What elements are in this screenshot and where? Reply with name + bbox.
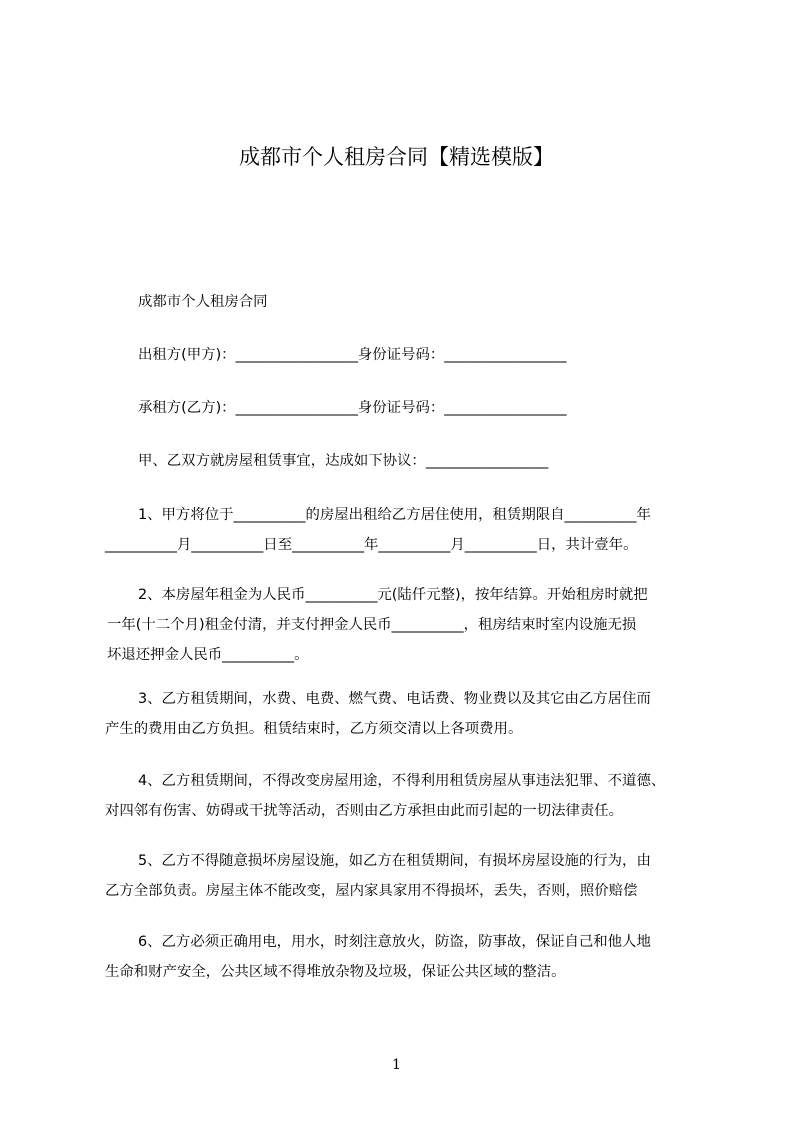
clause-4	[105, 766, 705, 826]
clause-line: 产生的费用由乙方负担。租赁结束时，乙方须交清以上各项费用。	[105, 721, 523, 737]
page-number: 1	[392, 1057, 401, 1073]
party-a-line: 出租方(甲方)：_________________身份证号码：_________________	[138, 347, 567, 363]
clause-line: 乙方全部负责。房屋主体不能改变，屋内家具家用不得损坏，丢失，否则，照价赔偿	[105, 883, 638, 899]
clause-3	[105, 684, 705, 744]
clause-line: 生命和财产安全，公共区域不得堆放杂物及垃圾，保证公共区域的整洁。	[105, 964, 566, 980]
clause-line: 2、本房屋年租金为人民币__________元(陆仟元整)，按年结算。开始租房时就把	[138, 587, 648, 603]
clause-line: 1、甲方将位于__________的房屋出租给乙方居住使用，租赁期限自__________年	[138, 507, 651, 523]
clause-1	[105, 500, 705, 560]
clause-line: 4、乙方租赁期间，不得改变房屋用途，不得利用租赁房屋从事违法犯罪、不道德、	[138, 773, 666, 789]
clause-5	[105, 846, 705, 906]
party-b-line: 承租方(乙方)：_________________身份证号码：_________________	[138, 400, 567, 416]
clause-line: __________月__________日至__________年__________月__________日，共计壹年。	[105, 537, 638, 553]
clause-line: 对四邻有伤害、妨碍或干扰等活动，否则由乙方承担由此而引起的一切法律责任。	[105, 803, 624, 819]
clause-6	[105, 927, 705, 987]
agreement-intro: 甲、乙双方就房屋租赁事宜，达成如下协议：_________________	[138, 453, 549, 469]
clause-line: 一年(十二个月)租金付清，并支付押金人民币__________，租房结束时室内设施无损	[107, 617, 637, 633]
clause-2	[105, 580, 705, 670]
clause-line: 坏退还押金人民币__________。	[107, 647, 309, 663]
clause-line: 5、乙方不得随意损坏房屋设施，如乙方在租赁期间，有损坏房屋设施的行为，由	[138, 853, 651, 869]
document-title: 成都市个人租房合同【精选模版】	[239, 145, 554, 169]
clause-line: 6、乙方必须正确用电，用水，时刻注意放火，防盗，防事故，保证自己和他人地	[138, 934, 651, 950]
clause-line: 3、乙方租赁期间，水费、电费、燃气费、电话费、物业费以及其它由乙方居住而	[138, 691, 651, 707]
contract-subtitle: 成都市个人租房合同	[138, 294, 268, 310]
